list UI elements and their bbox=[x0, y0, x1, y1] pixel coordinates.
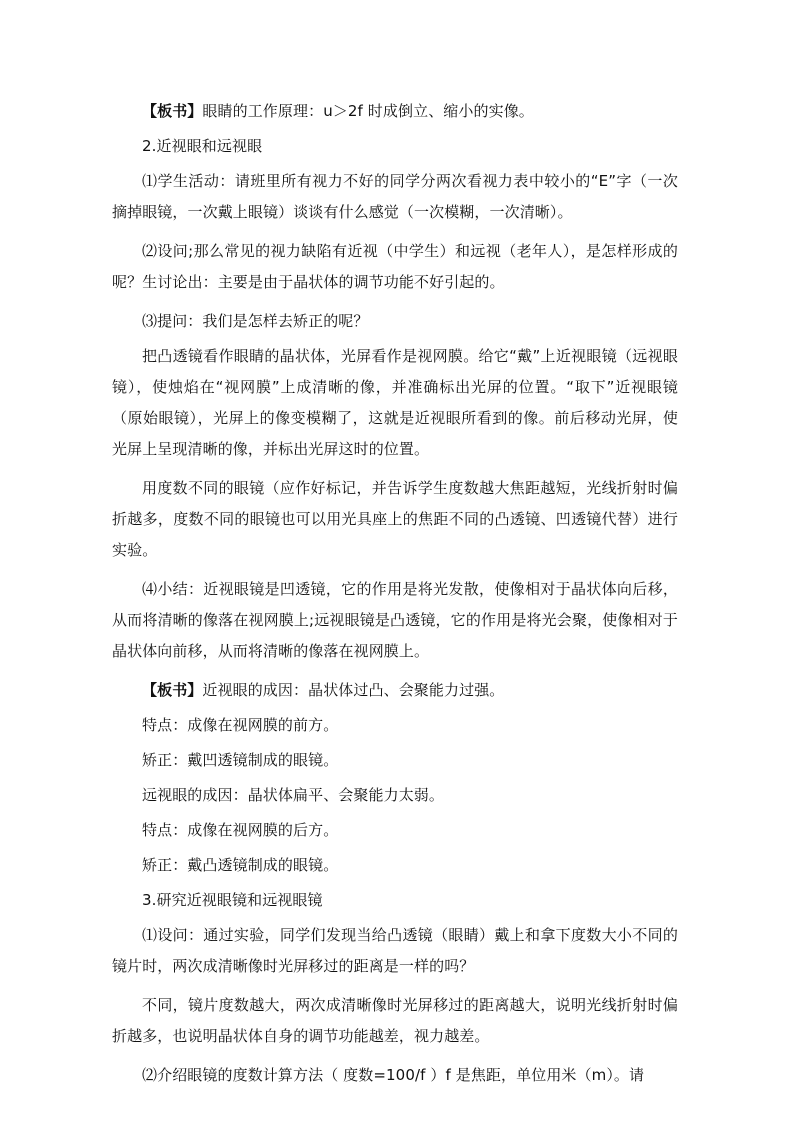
board-note-label: 【板书】 bbox=[142, 681, 203, 699]
paragraph-hyperopia-correction: 矫正：戴凸透镜制成的眼镜。 bbox=[142, 856, 339, 874]
document-content bbox=[112, 96, 678, 1095]
paragraph-distance-answer: 不同，镜片度数越大，两次成清晰像时光屏移过的距离越大，说明光线折射时偏折越多，也说明晶状体自身的调节功能越差，视力越差。 bbox=[112, 996, 678, 1045]
paragraph-board-note-myopia bbox=[112, 675, 678, 706]
paragraph-myopia-feature: 特点：成像在视网膜的前方。 bbox=[142, 716, 339, 734]
paragraph-summary: ⑷小结：近视眼镜是凹透镜，它的作用是将光发散，使像相对于晶状体向后移，从而将清晰的像落在视网膜上;远视眼镜是凸透镜，它的作用是将光会聚，使像相对于晶状体向前移，从而将清晰的像落在视网膜上。 bbox=[112, 580, 678, 660]
section-heading-myopia-hyperopia: 2.近视眼和远视眼 bbox=[142, 137, 263, 155]
board-note-label: 【板书】 bbox=[142, 102, 203, 120]
paragraph-hyperopia-cause: 远视眼的成因：晶状体扁平、会聚能力太弱。 bbox=[142, 786, 445, 804]
paragraph-myopia-correction: 矫正：戴凹透镜制成的眼镜。 bbox=[142, 751, 339, 769]
paragraph-board-note-eye-principle bbox=[112, 96, 678, 127]
paragraph-text: 近视眼的成因：晶状体过凸、会聚能力过强。 bbox=[202, 681, 505, 699]
paragraph-degree-calculation: ⑵介绍眼镜的度数计算方法（ 度数=100/f ）f 是焦距，单位用米（m）。请 bbox=[142, 1066, 645, 1084]
paragraph-student-activity: ⑴学生活动：请班里所有视力不好的同学分两次看视力表中较小的“E”字（一次摘掉眼镜，一次戴上眼镜）谈谈有什么感觉（一次模糊，一次清晰）。 bbox=[112, 172, 678, 221]
paragraph-text: 眼睛的工作原理：u＞2f 时成倒立、缩小的实像。 bbox=[202, 102, 534, 120]
paragraph-lens-experiment: 把凸透镜看作眼睛的晶状体，光屏看作是视网膜。给它“戴”上近视眼镜（远视眼镜），使烛焰在“视网膜”上成清晰的像，并准确标出光屏的位置。“取下”近视眼镜（原始眼镜），光屏上的像变模糊了，这就是近视眼所看到的像。前后移动光屏，使光屏上呈现清晰的像，并标出光屏这时的位置。 bbox=[112, 347, 678, 458]
paragraph-question-causes: ⑵设问;那么常见的视力缺陷有近视（中学生）和远视（老年人），是怎样形成的呢？生讨论出：主要是由于晶状体的调节功能不好引起的。 bbox=[112, 242, 678, 291]
paragraph-question-correction: ⑶提问：我们是怎样去矫正的呢？ bbox=[142, 312, 369, 330]
paragraph-different-glasses: 用度数不同的眼镜（应作好标记，并告诉学生度数越大焦距越短，光线折射时偏折越多，度数不同的眼镜也可以用光具座上的焦距不同的凸透镜、凹透镜代替）进行实验。 bbox=[112, 479, 678, 559]
paragraph-distance-question: ⑴设问：通过实验，同学们发现当给凸透镜（眼睛）戴上和拿下度数大小不同的镜片时，两次成清晰像时光屏移过的距离是一样的吗？ bbox=[112, 926, 678, 975]
paragraph-hyperopia-feature: 特点：成像在视网膜的后方。 bbox=[142, 821, 339, 839]
section-heading-study-glasses: 3.研究近视眼镜和远视眼镜 bbox=[142, 891, 323, 909]
